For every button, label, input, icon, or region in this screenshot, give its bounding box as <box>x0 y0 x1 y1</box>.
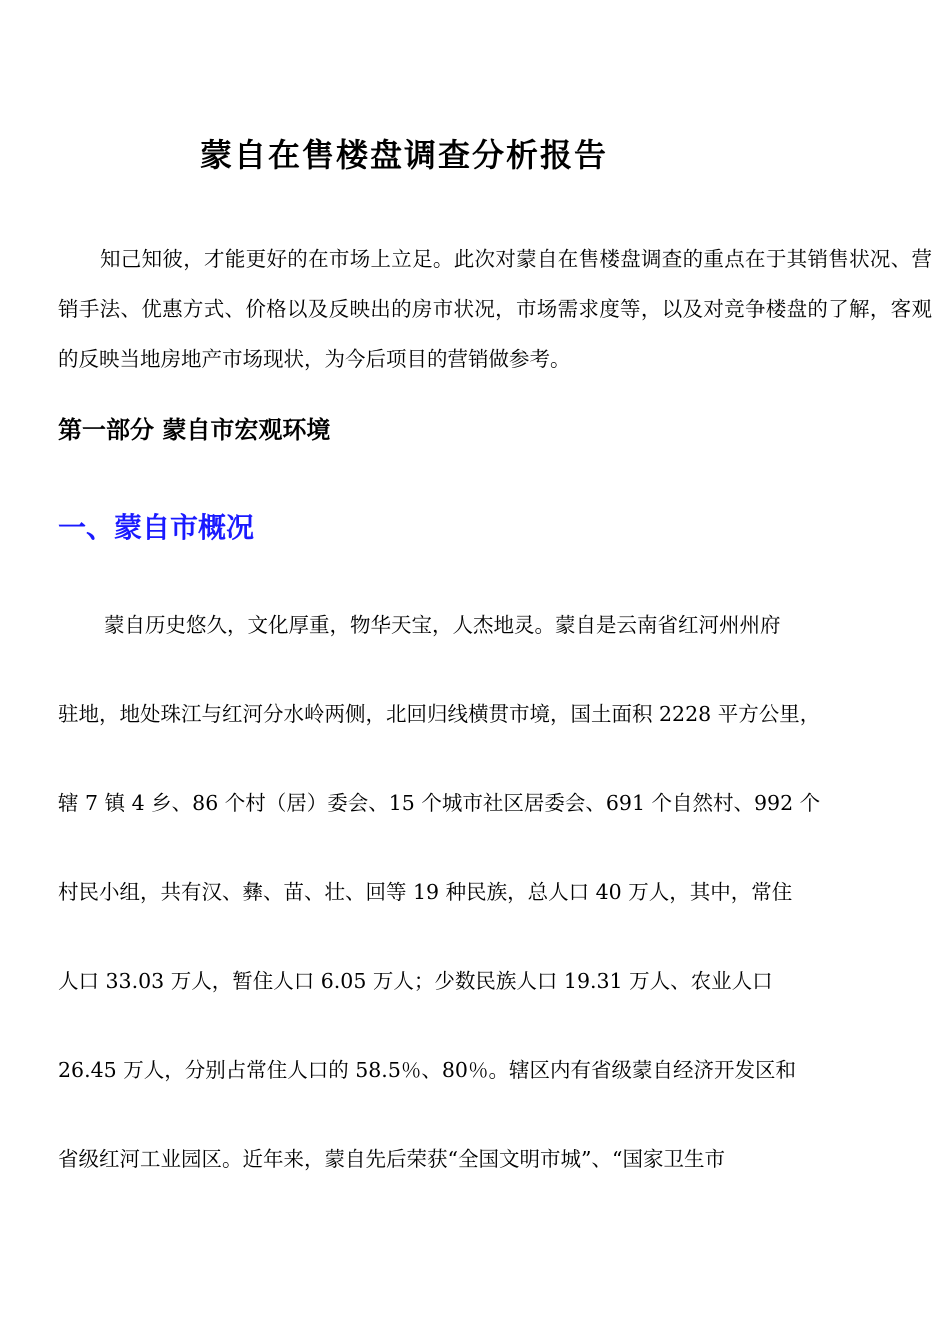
part-one-heading: 第一部分 蒙自市宏观环境 <box>58 416 331 444</box>
section-one-heading: 一、蒙自市概况 <box>58 511 255 544</box>
body-line: 省级红河工业园区。近年来，蒙自先后荣获“全国文明市城”、“国家卫生市 <box>58 1147 725 1171</box>
body-line: 蒙自历史悠久，文化厚重，物华天宝，人杰地灵。蒙自是云南省红河州州府 <box>104 613 781 637</box>
body-line: 人口 33.03 万人，暂住人口 6.05 万人；少数民族人口 19.31 万人、农业人口 <box>58 969 773 993</box>
body-line: 26.45 万人，分别占常住人口的 58.5％、80％。辖区内有省级蒙自经济开发区和 <box>58 1058 796 1082</box>
body-line: 辖 7 镇 4 乡、86 个村（居）委会、15 个城市社区居委会、691 个自然村、992 个 <box>58 791 821 815</box>
body-line: 村民小组，共有汉、彝、苗、壮、回等 19 种民族，总人口 40 万人，其中，常住 <box>58 880 793 904</box>
report-title: 蒙自在售楼盘调查分析报告 <box>200 136 609 174</box>
intro-paragraph: 知己知彼，才能更好的在市场上立足。此次对蒙自在售楼盘调查的重点在于其销售状况、营销手法、优惠方式、价格以及反映出的房市状况，市场需求度等，以及对竞争楼盘的了解，客观的反映当地房地产市场现状，为今后项目的营销做参考。 <box>58 247 932 371</box>
body-line: 驻地，地处珠江与红河分水岭两侧，北回归线横贯市境，国土面积 2228 平方公里， <box>58 702 821 726</box>
